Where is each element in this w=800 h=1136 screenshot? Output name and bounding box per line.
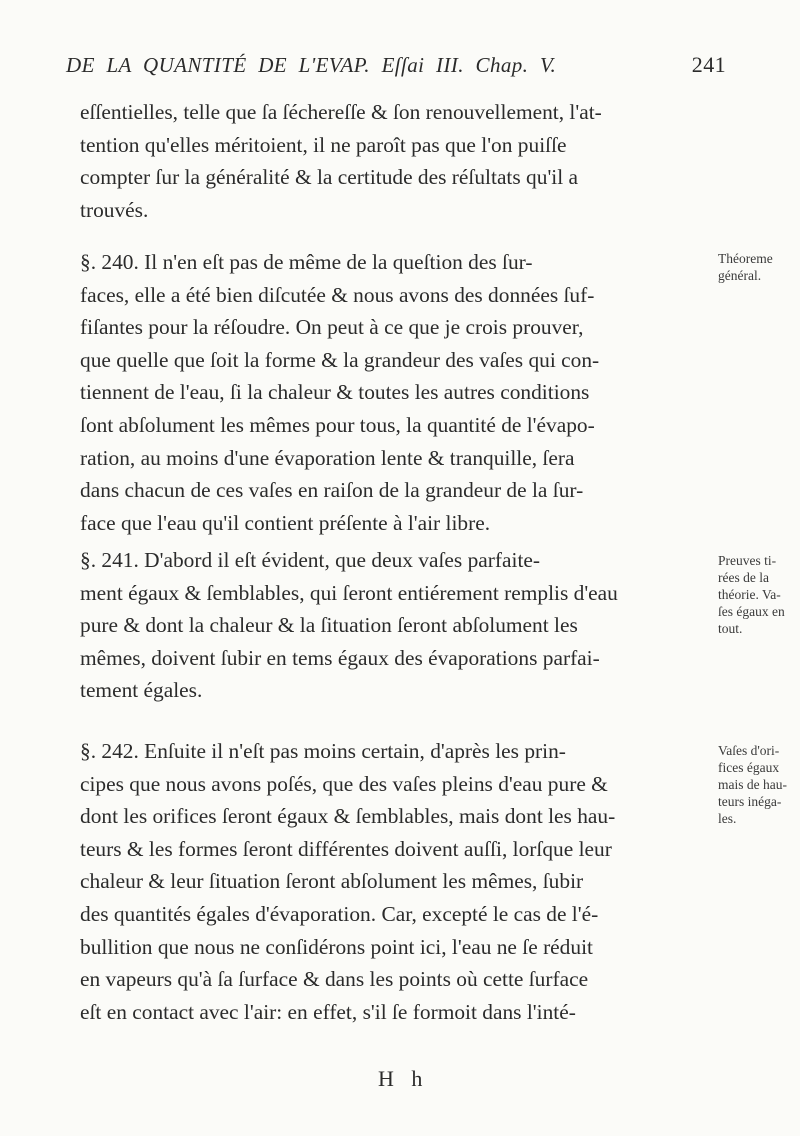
text-line: §. 242. Enſuite il n'eſt pas moins certain, d'après les prin- xyxy=(80,739,566,763)
text-line: §. 240. Il n'en eſt pas de même de la queſtion des ſur- xyxy=(80,250,533,274)
signature-mark: H h xyxy=(378,1066,429,1091)
text-line: que quelle que ſoit la forme & la grandeur des vaſes qui con- xyxy=(80,347,600,372)
marginal-note-theorem xyxy=(718,250,796,284)
paragraph-continuation xyxy=(80,96,701,226)
marginal-note-proofs xyxy=(718,552,796,637)
text-line: en vapeurs qu'à ſa ſurface & dans les points où cette ſurface xyxy=(80,967,589,992)
text-line: faces, elle a été bien diſcutée & nous avons des données ſuf- xyxy=(80,282,595,307)
marginal-line: Preuves ti- xyxy=(718,553,777,568)
paragraph-section-240 xyxy=(80,246,701,539)
text-line: cipes que nous avons poſés, que des vaſes pleins d'eau pure & xyxy=(80,771,608,796)
text-line: mêmes, doivent ſubir en tems égaux des évaporations parfai- xyxy=(80,645,600,670)
marginal-line: les. xyxy=(718,811,737,826)
marginal-line: Théoreme xyxy=(718,251,773,266)
text-line: tement égales. xyxy=(80,678,203,703)
text-line: dans chacun de ces vaſes en raiſon de la grandeur de la ſur- xyxy=(80,478,584,503)
text-line: teurs & les formes ſeront différentes doivent auſſi, lorſque leur xyxy=(80,836,612,861)
text-line: §. 241. D'abord il eſt évident, que deux vaſes parfaite- xyxy=(80,548,541,572)
text-line: chaleur & leur ſituation ſeront abſolument les mêmes, ſubir xyxy=(80,869,584,894)
text-line: ration, au moins d'une évaporation lente & tranquille, ſera xyxy=(80,445,575,470)
text-line: tention qu'elles méritoient, il ne paroît pas que l'on puiſſe xyxy=(80,132,567,157)
paragraph-section-242 xyxy=(80,735,701,1028)
running-head-title: DE LA QUANTITÉ DE L'EVAP. Eſſai III. Chap. V. xyxy=(66,53,557,77)
text-line: eſſentielles, telle que ſa ſéchereſſe & ſon renouvellement, l'at- xyxy=(80,100,602,124)
marginal-note-vases xyxy=(718,742,796,827)
marginal-line: teurs inéga- xyxy=(718,794,782,809)
text-line: eſt en contact avec l'air: en effet, s'il ſe formoit dans l'inté- xyxy=(80,999,576,1024)
marginal-line: général. xyxy=(718,268,762,283)
marginal-line: théorie. Va- xyxy=(718,587,781,602)
text-line: fiſantes pour la réſoudre. On peut à ce que je crois prouver, xyxy=(80,315,584,340)
marginal-line: mais de hau- xyxy=(718,777,787,792)
page-number: 241 xyxy=(691,52,726,77)
text-line: trouvés. xyxy=(80,197,149,222)
running-head xyxy=(66,52,726,84)
text-line: ment égaux & ſemblables, qui ſeront entiérement remplis d'eau xyxy=(80,580,618,605)
text-line: tiennent de l'eau, ſi la chaleur & toutes les autres conditions xyxy=(80,380,590,405)
marginal-line: Vaſes d'ori- xyxy=(718,743,780,758)
paragraph-section-241 xyxy=(80,544,701,707)
text-line: dont les orifices ſeront égaux & ſemblables, mais dont les hau- xyxy=(80,804,616,829)
marginal-line: fices égaux xyxy=(718,760,780,775)
text-line: face que l'eau qu'il contient préſente à l'air libre. xyxy=(80,510,491,535)
text-line: ſont abſolument les mêmes pour tous, la quantité de l'évapo- xyxy=(80,412,595,437)
text-line: bullition que nous ne conſidérons point ici, l'eau ne ſe réduit xyxy=(80,934,593,959)
text-line: des quantités égales d'évaporation. Car, excepté le cas de l'é- xyxy=(80,901,599,926)
text-line: pure & dont la chaleur & la ſituation ſeront abſolument les xyxy=(80,613,578,638)
marginal-line: tout. xyxy=(718,621,743,636)
marginal-line: ſes égaux en xyxy=(718,604,785,619)
text-line: compter ſur la généralité & la certitude des réſultats qu'il a xyxy=(80,165,579,190)
marginal-line: rées de la xyxy=(718,570,769,585)
